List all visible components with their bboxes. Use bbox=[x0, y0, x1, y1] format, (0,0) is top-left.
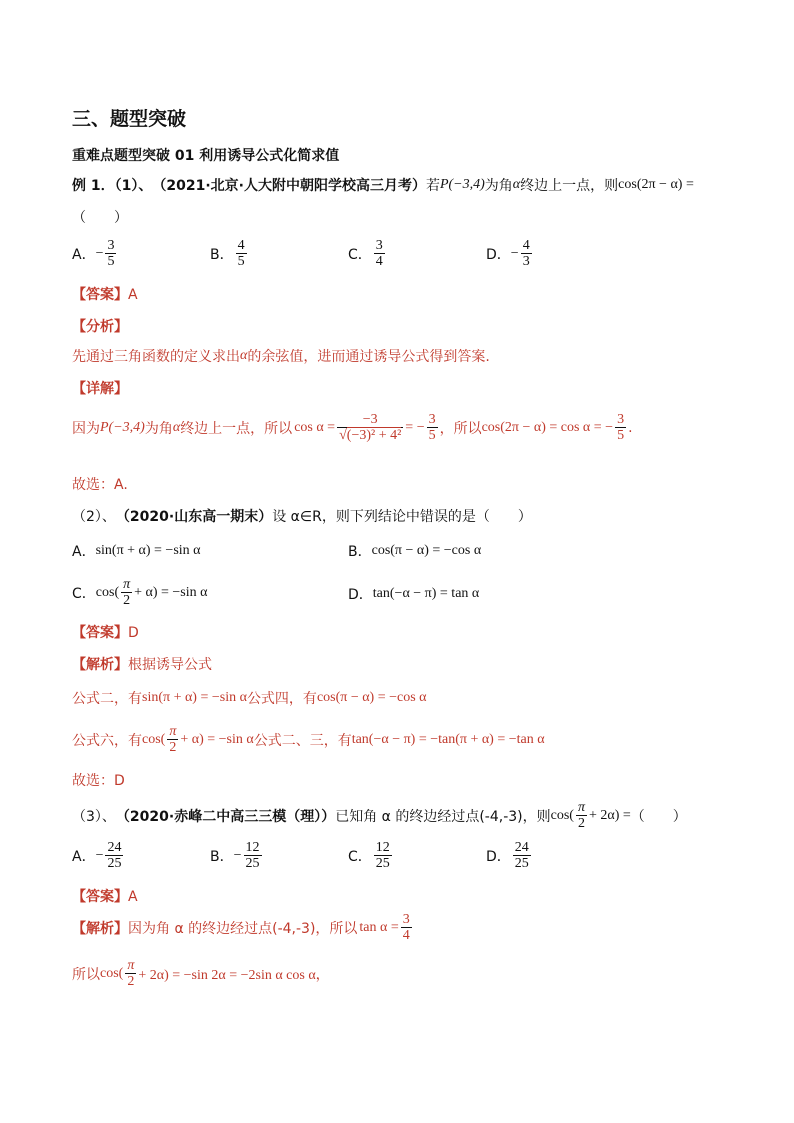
option-letter: A． bbox=[72, 246, 96, 263]
answer-label: 【答案】 bbox=[72, 625, 128, 641]
option-fraction bbox=[513, 840, 531, 871]
option-fraction bbox=[521, 238, 532, 269]
answer-value: A bbox=[128, 889, 138, 905]
q1-text2: 为角 bbox=[484, 178, 513, 194]
option-letter: A． bbox=[72, 848, 96, 865]
q3-last-line bbox=[72, 958, 330, 989]
tan-expr: tan α = bbox=[359, 919, 399, 935]
q1-option-c bbox=[348, 238, 387, 269]
q2-option-b bbox=[348, 541, 481, 561]
q1-option-d bbox=[486, 238, 534, 269]
q3-expr: + 2α) = bbox=[588, 807, 631, 823]
detail-expr: cos(2π − α) = cos α = − bbox=[481, 419, 614, 435]
option-fraction bbox=[244, 840, 262, 871]
denominator: 4 bbox=[375, 254, 383, 269]
analysis-label: 【解析】 bbox=[72, 657, 128, 673]
q1-text1: 若 bbox=[425, 178, 440, 194]
q1-source: （2021·北京·人大附中朝阳学校高三月考） bbox=[152, 178, 426, 194]
option-letter: B． bbox=[348, 544, 372, 560]
numerator: 4 bbox=[522, 238, 530, 253]
q1-analysis-label: 【分析】 bbox=[72, 319, 128, 335]
denominator: 2 bbox=[127, 974, 135, 989]
analysis-text: 根据诱导公式 bbox=[128, 657, 212, 673]
denominator: 2 bbox=[577, 816, 585, 831]
option-expr: cos( bbox=[95, 584, 120, 600]
formula-label: 公式二、三，有 bbox=[253, 732, 352, 749]
numerator: 3 bbox=[402, 912, 410, 927]
q1-expr: cos(2π − α) = bbox=[618, 177, 694, 192]
q2-option-c bbox=[72, 577, 207, 608]
detail-text: 为角 bbox=[144, 420, 173, 437]
option-fraction bbox=[105, 238, 116, 269]
q2-label: （2）、 bbox=[72, 509, 116, 525]
numerator: 12 bbox=[375, 840, 390, 855]
q2-answer bbox=[72, 622, 139, 642]
q1-label: 例 1．（1）、 bbox=[72, 178, 153, 194]
option-fraction bbox=[374, 840, 392, 871]
q2-choice: 故选：D bbox=[72, 773, 125, 789]
q1-answer bbox=[72, 284, 138, 304]
option-fraction bbox=[236, 238, 247, 269]
q1-choice: 故选：A. bbox=[72, 477, 128, 493]
numerator: 12 bbox=[245, 840, 260, 855]
tan-fraction bbox=[401, 912, 412, 943]
last-label: 所以 bbox=[72, 966, 100, 983]
option-fraction bbox=[374, 238, 385, 269]
option-expr: sin(π + α) = −sin α bbox=[95, 543, 201, 558]
numerator: 3 bbox=[428, 412, 436, 427]
option-expr: cos(π − α) = −cos α bbox=[371, 543, 482, 558]
option-sign: − bbox=[95, 847, 104, 863]
numerator: 24 bbox=[514, 840, 529, 855]
denominator: 3 bbox=[522, 254, 530, 269]
formula-expr: cos( bbox=[142, 731, 166, 747]
denominator: 4 bbox=[402, 928, 410, 943]
q2-source: （2020·山东高一期末） bbox=[115, 509, 273, 525]
option-letter: C． bbox=[348, 246, 372, 263]
q2-option-a bbox=[72, 541, 201, 561]
q1-detail-label: 【详解】 bbox=[72, 381, 128, 397]
radicand: (−3)² + 4² bbox=[346, 428, 402, 443]
analysis-label: 【解析】 bbox=[72, 920, 128, 937]
detail-cos: cos α = bbox=[294, 419, 336, 435]
denominator: 5 bbox=[107, 254, 115, 269]
denominator: 25 bbox=[375, 856, 390, 871]
formula-fraction bbox=[167, 724, 178, 755]
formula-label: 公式二，有 bbox=[72, 691, 142, 707]
numerator: 4 bbox=[237, 238, 245, 253]
denominator: 5 bbox=[237, 254, 245, 269]
numerator: 24 bbox=[107, 840, 122, 855]
detail-fraction bbox=[337, 412, 403, 443]
formula-label: 公式四，有 bbox=[246, 691, 317, 707]
detail-result-fraction-2 bbox=[615, 412, 626, 443]
last-fraction bbox=[125, 958, 136, 989]
option-letter: D． bbox=[348, 587, 373, 603]
q3-expr: cos( bbox=[550, 807, 574, 823]
option-expr: + α) = −sin α bbox=[134, 584, 208, 600]
denominator: 2 bbox=[169, 740, 177, 755]
q1-paren: （ ） bbox=[72, 210, 128, 226]
detail-point: P(−3,4) bbox=[100, 419, 145, 435]
analysis-text: 先通过三角函数的定义求出 bbox=[72, 349, 240, 365]
formula-expr: sin(π + α) = −sin α bbox=[142, 690, 247, 705]
denominator: √(−3)² + 4² bbox=[339, 428, 402, 443]
q3-option-a bbox=[72, 840, 125, 871]
numerator: π bbox=[169, 724, 177, 739]
q1-detail bbox=[72, 412, 633, 443]
denominator: 25 bbox=[514, 856, 529, 871]
q1-option-b bbox=[210, 238, 249, 269]
option-fraction bbox=[121, 577, 132, 608]
answer-value: A bbox=[128, 287, 138, 303]
detail-text: 终边上一点，所以 bbox=[180, 420, 293, 437]
section-title: 三、题型突破 bbox=[72, 108, 187, 130]
option-letter: D． bbox=[486, 246, 511, 263]
q3-source: （2020·赤峰二中高三三模（理）） bbox=[115, 808, 336, 825]
option-sign: − bbox=[233, 847, 242, 863]
option-letter: C． bbox=[348, 848, 372, 865]
numerator: 3 bbox=[375, 238, 383, 253]
analysis-text: 因为角 α 的终边经过点(-4,-3)，所以 bbox=[128, 920, 358, 937]
q1-analysis bbox=[72, 346, 490, 366]
option-letter: A． bbox=[72, 544, 96, 560]
numerator: 3 bbox=[617, 412, 625, 427]
q2-stem bbox=[72, 506, 532, 526]
q3-stem bbox=[72, 800, 687, 831]
answer-value: D bbox=[128, 625, 139, 641]
numerator: π bbox=[123, 577, 131, 592]
q3-option-c bbox=[348, 840, 394, 871]
q1-point: P(−3,4) bbox=[439, 177, 485, 192]
q3-label: （3）、 bbox=[72, 808, 116, 825]
formula-expr: cos(π − α) = −cos α bbox=[316, 690, 427, 705]
q3-text: 已知角 α 的终边经过点(-4,-3)，则 bbox=[335, 808, 551, 825]
alpha-symbol: α bbox=[240, 348, 248, 363]
q2-line1 bbox=[72, 688, 427, 708]
q3-paren: （ ） bbox=[630, 808, 687, 825]
denominator: 25 bbox=[107, 856, 122, 871]
alpha-symbol: α bbox=[172, 419, 181, 435]
numerator: π bbox=[127, 958, 135, 973]
answer-label: 【答案】 bbox=[72, 889, 128, 905]
last-expr: + 2α) = −sin 2α = −2sin α cos α， bbox=[138, 967, 330, 983]
q3-option-b bbox=[210, 840, 264, 871]
option-letter: C． bbox=[72, 585, 96, 602]
denominator: 2 bbox=[123, 593, 131, 608]
q1-text3: 终边上一点，则 bbox=[520, 178, 619, 194]
option-expr: tan(−α − π) = tan α bbox=[372, 586, 480, 601]
q1-option-a bbox=[72, 238, 118, 269]
last-expr: cos( bbox=[100, 965, 124, 981]
detail-result-fraction bbox=[427, 412, 438, 443]
q3-analysis bbox=[72, 912, 414, 943]
option-letter: D． bbox=[486, 848, 511, 865]
option-letter: B． bbox=[210, 246, 234, 263]
formula-expr: + α) = −sin α bbox=[180, 731, 254, 747]
q3-option-d bbox=[486, 840, 533, 871]
option-fraction bbox=[105, 840, 123, 871]
q1-alpha: α bbox=[512, 177, 521, 192]
analysis-text: 的余弦值，进而通过诱导公式得到答案. bbox=[247, 349, 490, 365]
numerator: π bbox=[577, 800, 585, 815]
formula-label: 公式六，有 bbox=[72, 732, 142, 749]
option-sign: − bbox=[95, 245, 104, 261]
q2-line2 bbox=[72, 724, 545, 755]
detail-eq: = − bbox=[405, 419, 425, 435]
detail-text: 因为 bbox=[72, 420, 100, 437]
topic-title: 重难点题型突破 01 利用诱导公式化简求值 bbox=[72, 148, 340, 164]
q3-fraction bbox=[576, 800, 587, 831]
q3-answer bbox=[72, 886, 138, 906]
q1-stem bbox=[72, 175, 694, 195]
numerator: −3 bbox=[362, 412, 378, 427]
formula-expr: tan(−α − π) = −tan(π + α) = −tan α bbox=[351, 731, 545, 747]
option-sign: − bbox=[510, 245, 519, 261]
q2-analysis bbox=[72, 654, 212, 674]
q2-text: 设 α∈R，则下列结论中错误的是（ ） bbox=[272, 509, 532, 525]
detail-text: ，所以 bbox=[439, 420, 482, 437]
denominator: 25 bbox=[245, 856, 260, 871]
denominator: 5 bbox=[428, 428, 436, 443]
numerator: 3 bbox=[107, 238, 115, 253]
detail-end: . bbox=[628, 419, 633, 436]
answer-label: 【答案】 bbox=[72, 287, 128, 303]
q2-option-d bbox=[348, 584, 479, 604]
denominator: 5 bbox=[617, 428, 625, 443]
option-letter: B． bbox=[210, 848, 234, 865]
